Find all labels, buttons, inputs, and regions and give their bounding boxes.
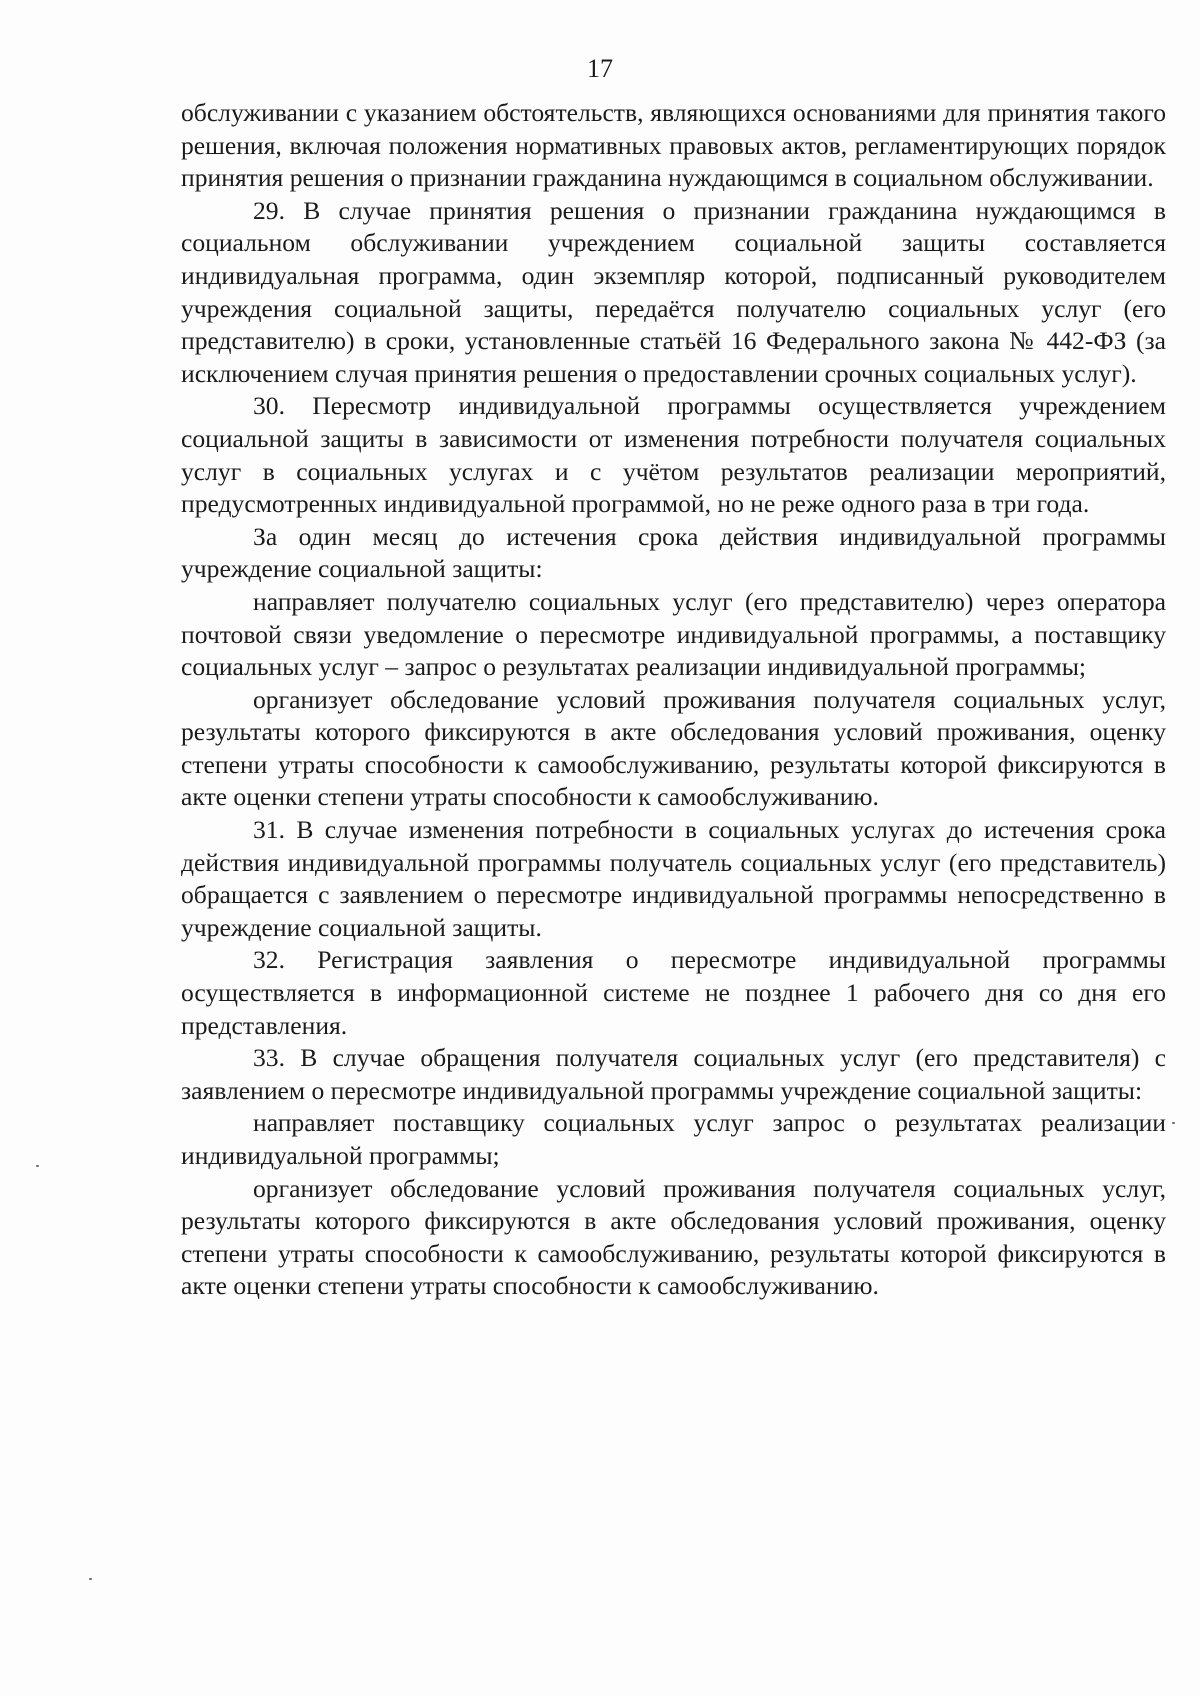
scan-speck — [36, 1165, 39, 1167]
paragraph-32: 32. Регистрация заявления о пересмотре индивидуальной программы осуществляется в информационной системе не позднее 1 рабочего дня со дня его представления. — [181, 945, 1166, 1040]
paragraph-33: 33. В случае обращения получателя социальных услуг (его представителя) с заявлением о пересмотре индивидуальной программы учреждение социальной защиты: — [181, 1043, 1166, 1105]
paragraph-30: 30. Пересмотр индивидуальной программы осуществляется учреждением социальной защиты в зависимости от изменения потребности получателя социальных услуг в социальных услугах и с учётом результатов реализации мероприятий, предусмотренных индивидуальной программой, но не реже одного раза в три года. — [181, 391, 1166, 519]
paragraph-33-item-2: организует обследование условий проживания получателя социальных услуг, результаты которого фиксируются в акте обследования условий проживания, оценку степени утраты способности к самообслуживанию, результаты которой фиксируются в акте оценки степени утраты способности к самообслуживанию. — [181, 1173, 1166, 1301]
document-body — [181, 97, 1166, 1303]
paragraph-29: 29. В случае принятия решения о признании гражданина нуждающимся в социальном обслуживании учреждением социальной защиты составляется индивидуальная программа, один экземпляр которой, подписанный руководителем учреждения социальной защиты, передаётся получателю социальных услуг (его представителю) в сроки, установленные статьёй 16 Федерального закона № 442-ФЗ (за исключением случая принятия решения о предоставлении срочных социальных услуг). — [181, 195, 1166, 388]
scan-speck — [89, 1578, 92, 1580]
page-number: 17 — [587, 54, 613, 83]
paragraph-31: 31. В случае изменения потребности в социальных услугах до истечения срока действия индивидуальной программы получатель социальных услуг (его представитель) обращается с заявлением о пересмотре индивидуальной программы непосредственно в учреждение социальной защиты. — [181, 815, 1166, 942]
paragraph-33-item-1: направляет поставщику социальных услуг запрос о результатах реализации индивидуальной программы; — [181, 1108, 1166, 1170]
paragraph-30-intro: За один месяц до истечения срока действия индивидуальной программы учреждение социальной защиты: — [181, 521, 1166, 584]
paragraph-30-item-1: направляет получателю социальных услуг (его представителю) через оператора почтовой связи уведомление о пересмотре индивидуальной программы, а поставщику социальных услуг – запрос о результатах реализации индивидуальной программы; — [181, 586, 1166, 682]
paragraph-30-item-2: организует обследование условий проживания получателя социальных услуг, результаты которого фиксируются в акте обследования условий проживания, оценку степени утраты способности к самообслуживанию, результаты которой фиксируются в акте оценки степени утраты способности к самообслуживанию. — [181, 684, 1166, 812]
scan-speck — [1172, 1122, 1175, 1124]
paragraph-continuation: обслуживании с указанием обстоятельств, являющихся основаниями для принятия такого решения, включая положения нормативных правовых актов, регламентирующих порядок принятия решения о признании гражданина нуждающимся в социальном обслуживании. — [181, 98, 1166, 193]
